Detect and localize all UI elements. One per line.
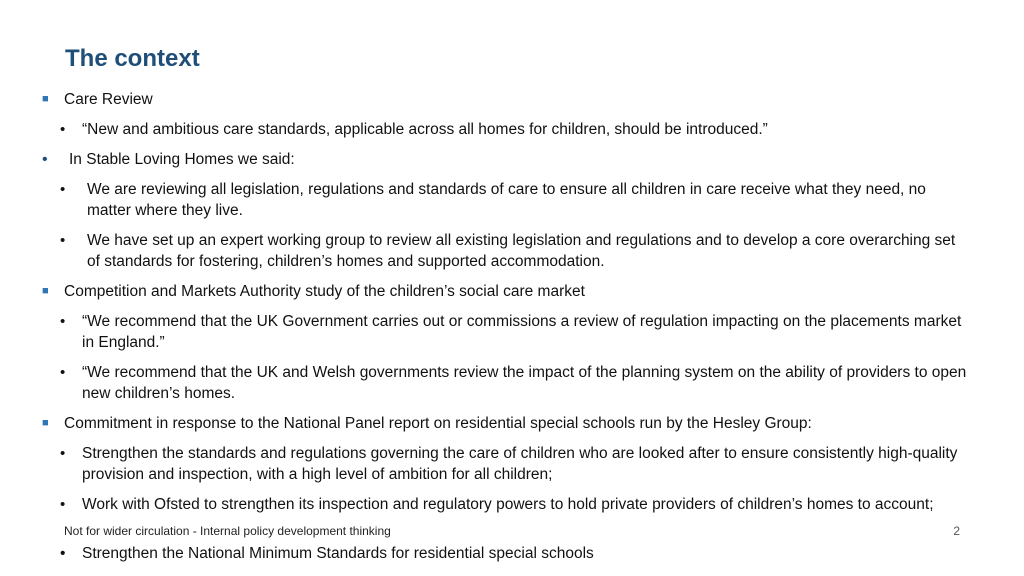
bullet-text: Commitment in response to the National Panel report on residential special schools run by the Hesley Group: (64, 415, 812, 432)
list-item (40, 362, 970, 404)
bullet-text: Strengthen the standards and regulations governing the care of children who are looked after to ensure consistently high-quality provision and inspection, with a high level of ambition for all children; (82, 445, 958, 483)
dot-bullet-icon: • (60, 121, 66, 138)
list-item (40, 281, 970, 302)
bullet-text: “We recommend that the UK and Welsh governments review the impact of the planning system on the ability of providers to open new children’s homes. (82, 364, 967, 402)
bullet-text: Work with Ofsted to strengthen its inspection and regulatory powers to hold private providers of children’s homes to account; (82, 496, 934, 513)
dot-bullet-icon: • (60, 496, 66, 513)
bullet-text: Care Review (64, 91, 153, 108)
bullet-text: “We recommend that the UK Government carries out or commissions a review of regulation impacting on the placements market in England.” (82, 313, 962, 351)
slide-title: The context (65, 45, 200, 72)
bullet-text: “New and ambitious care standards, applicable across all homes for children, should be introduced.” (82, 121, 768, 138)
list-item (40, 443, 970, 485)
dot-bullet-icon: • (60, 545, 66, 562)
list-item (40, 149, 970, 170)
bullet-text: Strengthen the National Minimum Standards for residential special schools (82, 545, 594, 562)
square-bullet-icon: ■ (42, 93, 49, 105)
dot-bullet-icon: • (60, 181, 66, 198)
bullet-text: Competition and Markets Authority study of the children’s social care market (64, 283, 585, 300)
dot-bullet-icon: • (60, 232, 66, 249)
page-number: 2 (953, 524, 960, 538)
list-item (40, 413, 970, 434)
list-item (40, 89, 970, 110)
dot-bullet-icon: • (60, 313, 66, 330)
bullet-text: We have set up an expert working group to review all existing legislation and regulations and to develop a core overarching set of standards for fostering, children’s homes and supported accommodation. (87, 232, 956, 270)
dot-bullet-icon: • (60, 364, 66, 381)
list-item (40, 311, 970, 353)
slide-content (40, 89, 970, 524)
footer-text: Not for wider circulation - Internal policy development thinking (64, 524, 391, 538)
list-item (60, 543, 594, 564)
list-item (40, 179, 970, 221)
bullet-text: We are reviewing all legislation, regulations and standards of care to ensure all children in care receive what they need, no matter where they live. (87, 181, 926, 219)
square-bullet-icon: ■ (42, 285, 49, 297)
bullet-text: In Stable Loving Homes we said: (69, 151, 295, 168)
dot-bullet-icon: • (60, 445, 66, 462)
square-bullet-icon: ■ (42, 417, 49, 429)
list-item (40, 494, 970, 515)
list-item (40, 230, 970, 272)
list-item (40, 119, 970, 140)
dot-bullet-icon: • (42, 151, 48, 168)
